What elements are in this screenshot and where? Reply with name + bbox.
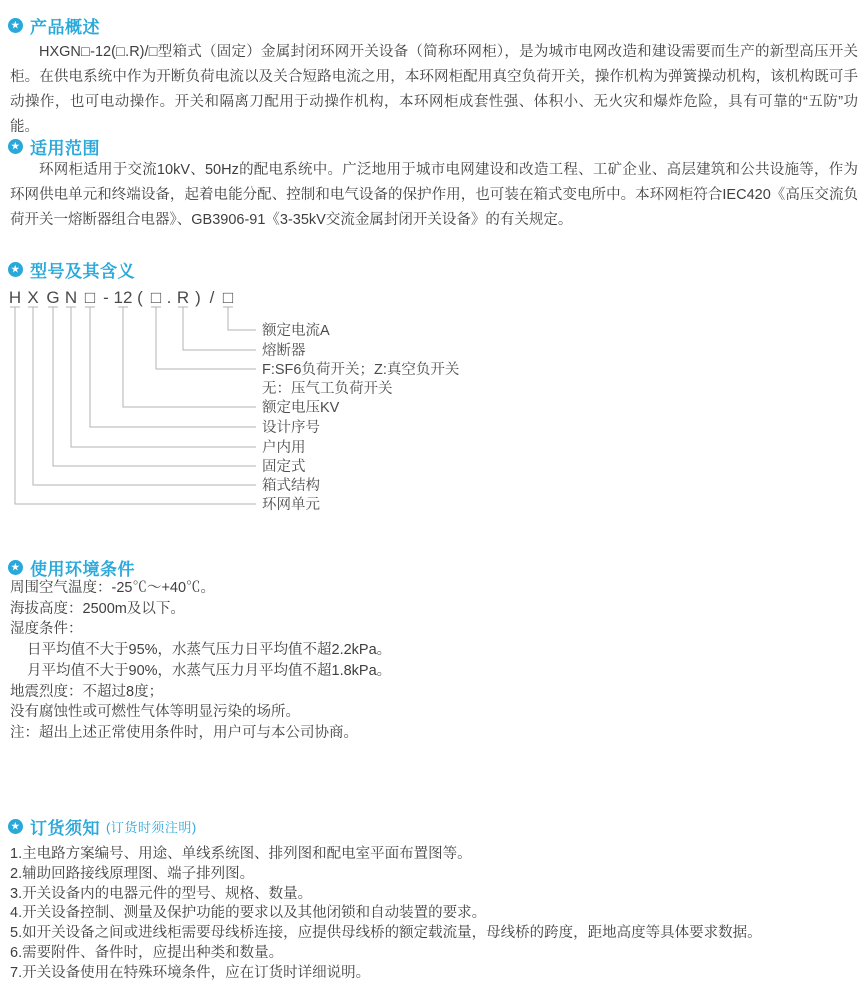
ordering-items-list [10, 845, 858, 984]
ordering-item: 2.辅助回路接线原理图、端子排列图。 [10, 865, 255, 882]
leader-line [15, 307, 256, 504]
circled-star-icon: ★ [8, 18, 23, 33]
model-label: 额定电压KV [262, 400, 340, 416]
model-token: □ [150, 288, 162, 307]
model-label: 额定电流A [262, 323, 330, 339]
model-token: 12 [113, 288, 133, 307]
env-line: 海拔高度：2500m及以下。 [10, 600, 185, 617]
model-label: 箱式结构 [262, 478, 320, 494]
env-line: 湿度条件： [10, 621, 83, 638]
model-label: 设计序号 [262, 420, 320, 436]
ordering-item: 1.主电路方案编号、用途、单线系统图、排列图和配电室平面布置图等。 [10, 846, 472, 862]
model-label: F:SF6负荷开关；Z:真空负开关 [262, 362, 460, 378]
model-label: 固定式 [262, 459, 306, 475]
env-line: 日平均值不大于95%，水蒸气压力日平均值不超2.2kPa。 [27, 642, 392, 659]
leader-line [228, 307, 256, 330]
overview-heading-label: 产品概述 [30, 18, 100, 37]
scope-paragraph: 环网柜适用于交流10kV、50Hz的配电系统中。广泛地用于城市电网建设和改造工程、工矿企业、高层建筑和公共设施等，作为环网供电单元和终端设备，起着电能分配、控制和电气设备的保护作用，也可装在箱式变电所中。本环网柜符合IEC420《高压交流负荷开关一熔断器组合电器》、GB3906-91《3-35kV交流金属封闭开关设备》的有关规定。 [10, 162, 858, 228]
section-heading-ordering [8, 814, 197, 839]
model-label: 环网单元 [262, 497, 320, 513]
ordering-item: 3.开关设备内的电器元件的型号、规格、数量。 [10, 885, 313, 902]
env-line: 没有腐蚀性或可燃性气体等明显污染的场所。 [10, 704, 300, 721]
section-heading-scope [8, 134, 100, 159]
section-heading-overview [8, 13, 100, 38]
model-label: 熔断器 [262, 343, 306, 359]
model-token: - [103, 288, 109, 307]
section-heading-environment [8, 555, 135, 580]
env-line: 周围空气温度：-25℃～+40℃。 [10, 580, 216, 596]
model-designation-diagram [0, 282, 520, 517]
overview-paragraph: HXGN□-12(□.R)/□型箱式（固定）金属封闭环网开关设备（简称环网柜），是为城市电网改造和建设需要而生产的新型高压开关柜。在供电系统中作为开断负荷电流以及关合短路电流之用，本环网柜配用真空负荷开关，操作机构为弹簧操动机构，该机构既可手动操作，也可电动操作。开关和隔离刀配用于动操作机构，本环网柜成套性强、体积小、无火灾和爆炸危险，具有可靠的“五防”功能。 [10, 44, 858, 135]
model-token: H [8, 288, 22, 307]
leader-line [156, 307, 256, 369]
model-token: ( [137, 288, 143, 307]
scope-heading-label: 适用范围 [30, 139, 100, 158]
model-token: □ [222, 288, 234, 307]
leader-line [123, 307, 256, 407]
env-line: 月平均值不大于90%，水蒸气压力月平均值不超1.8kPa。 [27, 662, 392, 679]
model-token: □ [84, 288, 96, 307]
model-heading-label: 型号及其含义 [30, 262, 135, 281]
model-token: . [166, 288, 172, 307]
model-token: / [209, 288, 215, 307]
ordering-item: 6.需要附件、备件时，应提出种类和数量。 [10, 944, 284, 961]
leader-line [90, 307, 256, 427]
leader-line [53, 307, 256, 466]
environment-heading-label: 使用环境条件 [30, 560, 135, 579]
ordering-item: 4.开关设备控制、测量及保护功能的要求以及其他闭锁和自动装置的要求。 [10, 905, 487, 922]
env-line: 地震烈度：不超过8度； [10, 683, 164, 700]
model-token: G [46, 288, 60, 307]
circled-star-icon: ★ [8, 819, 23, 834]
circled-star-icon: ★ [8, 262, 23, 277]
ordering-heading-note: (订货时须注明) [106, 820, 197, 835]
model-label: 无：压气工负荷开关 [262, 381, 393, 397]
circled-star-icon: ★ [8, 139, 23, 154]
ordering-item: 5.如开关设备之间或进线柜需要母线桥连接，应提供母线桥的额定载流量，母线桥的跨度，距地高度等具体要求数据。 [10, 925, 762, 942]
circled-star-icon: ★ [8, 560, 23, 575]
env-line: 注：超出上述正常使用条件时，用户可与本公司协商。 [10, 724, 358, 741]
model-token: X [27, 288, 39, 307]
model-token: ) [195, 288, 201, 307]
leader-line [33, 307, 256, 485]
model-token: R [176, 288, 190, 307]
ordering-item: 7.开关设备使用在特殊环境条件，应在订货时详细说明。 [10, 964, 371, 981]
model-label: 户内用 [262, 440, 306, 456]
ordering-heading-label: 订货须知 [30, 819, 100, 838]
section-heading-model [8, 257, 135, 282]
leader-line [183, 307, 256, 350]
model-token: N [64, 288, 78, 307]
environment-conditions-list [10, 578, 850, 744]
